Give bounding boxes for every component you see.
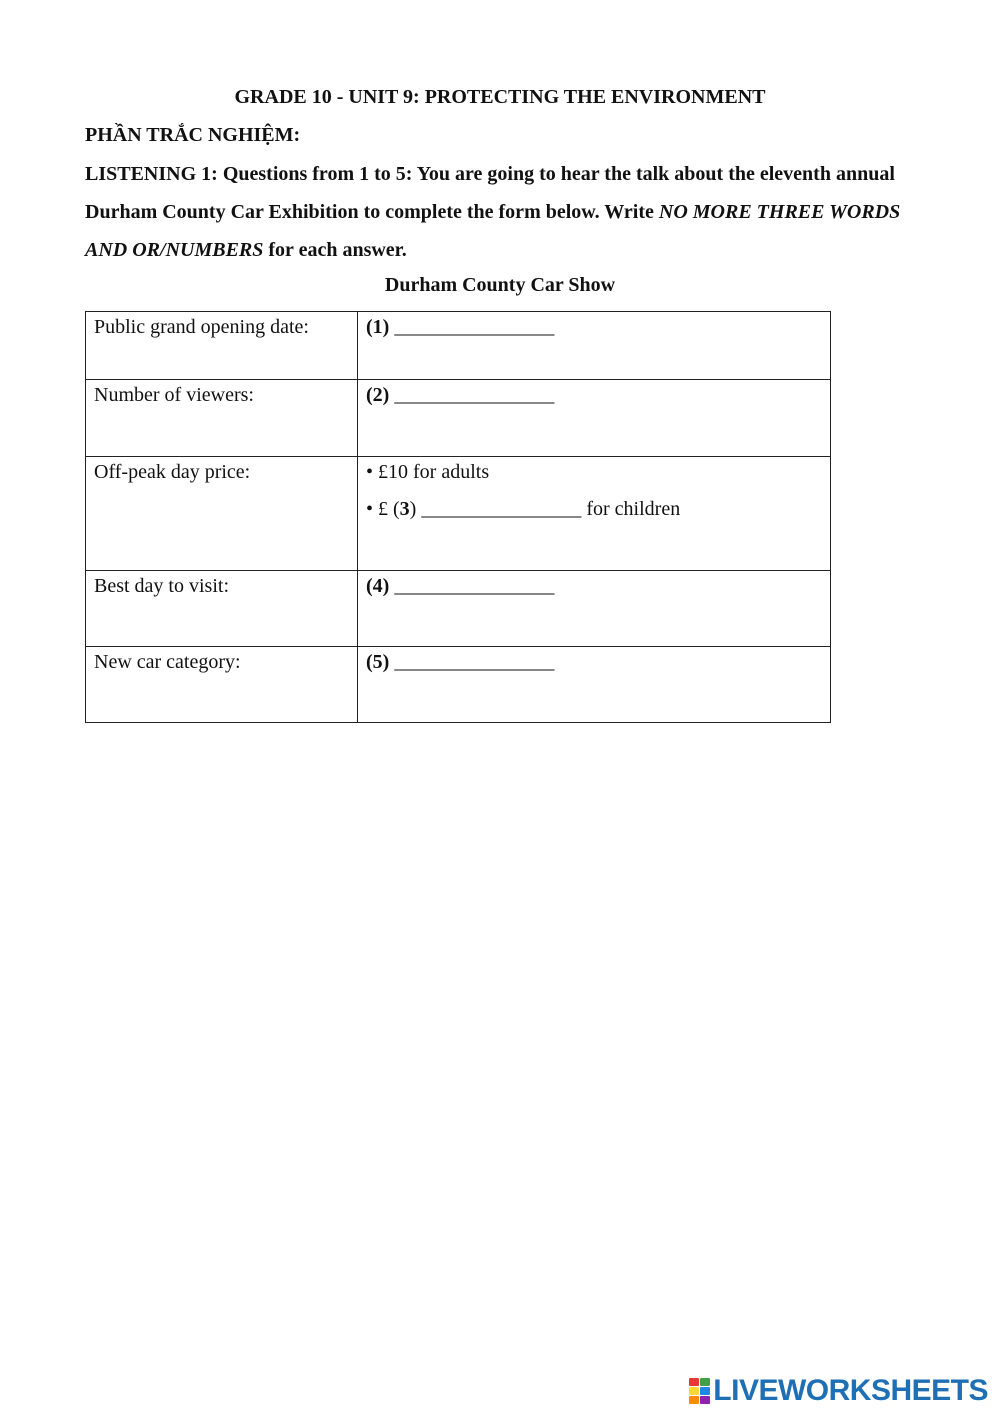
row-label: New car category: bbox=[86, 647, 358, 723]
answer-blank-4[interactable]: ________________ bbox=[394, 575, 555, 597]
row-label: Best day to visit: bbox=[86, 571, 358, 647]
brand-name: LIVEWORKSHEETS bbox=[713, 1374, 988, 1407]
table-row bbox=[86, 647, 831, 723]
logo-block bbox=[689, 1387, 699, 1395]
question-number: (4) bbox=[366, 575, 390, 597]
row-label: Number of viewers: bbox=[86, 380, 358, 457]
logo-block bbox=[700, 1396, 710, 1404]
child-price-line bbox=[366, 498, 822, 521]
answer-cell bbox=[358, 380, 831, 457]
answer-blank-3[interactable]: ________________ bbox=[421, 498, 582, 520]
instructions-text-1: LISTENING 1: Questions from 1 to 5: You are going to hear the talk about the eleventh annual Durham County Car Exhibition to complete the form below. Write bbox=[85, 163, 895, 223]
answer-cell bbox=[358, 457, 831, 571]
question-number: (5) bbox=[366, 651, 390, 673]
answer-blank-5[interactable]: ________________ bbox=[394, 651, 555, 673]
liveworksheets-brand[interactable] bbox=[689, 1374, 988, 1408]
answer-cell bbox=[358, 312, 831, 380]
table-row bbox=[86, 380, 831, 457]
table-row bbox=[86, 571, 831, 647]
logo-block bbox=[700, 1387, 710, 1395]
section-title: PHẦN TRẮC NGHIỆM: bbox=[85, 124, 301, 146]
logo-block bbox=[689, 1396, 699, 1404]
logo-block bbox=[700, 1378, 710, 1386]
child-price-suffix: for children bbox=[586, 498, 681, 520]
form-table bbox=[85, 311, 831, 723]
page-title: GRADE 10 - UNIT 9: PROTECTING THE ENVIRONMENT bbox=[234, 86, 766, 108]
instructions-text-2: for each answer. bbox=[263, 239, 407, 261]
liveworksheets-logo-icon bbox=[689, 1378, 709, 1404]
table-row bbox=[86, 312, 831, 380]
row-label: Public grand opening date: bbox=[86, 312, 358, 380]
row-label: Off-peak day price: bbox=[86, 457, 358, 571]
answer-blank-2[interactable]: ________________ bbox=[394, 384, 555, 406]
instructions bbox=[85, 155, 915, 269]
form-title: Durham County Car Show bbox=[384, 274, 616, 296]
child-price-close: ) bbox=[409, 498, 417, 520]
answer-cell bbox=[358, 647, 831, 723]
adult-price: • £10 for adults bbox=[366, 461, 490, 483]
question-number: 3 bbox=[399, 498, 410, 520]
question-number: (2) bbox=[366, 384, 390, 406]
instructions-emphasis: NO MORE THREE WORDS AND OR/NUMBERS bbox=[85, 201, 901, 261]
question-number: (1) bbox=[366, 316, 390, 338]
answer-blank-1[interactable]: ________________ bbox=[394, 316, 555, 338]
child-price-prefix: • £ ( bbox=[366, 498, 400, 520]
answer-cell bbox=[358, 571, 831, 647]
table-row bbox=[86, 457, 831, 571]
logo-block bbox=[689, 1378, 699, 1386]
